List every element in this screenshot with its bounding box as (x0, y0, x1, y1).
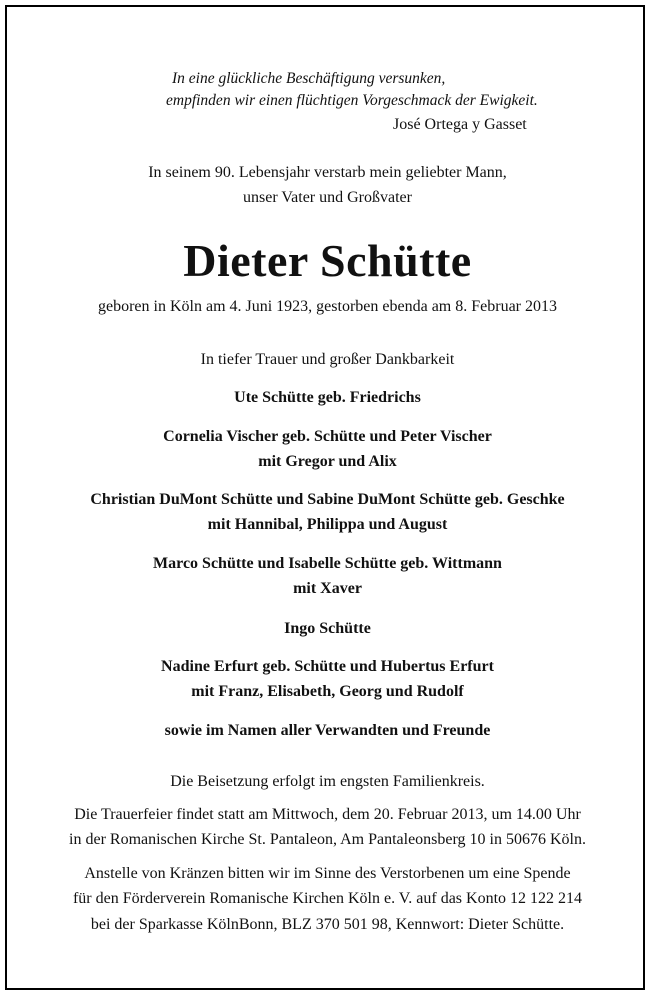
donation-line-3: bei der Sparkasse KölnBonn, BLZ 370 501 98, Kennwort: Dieter Schütte. (90, 916, 565, 933)
mourner-line: Christian DuMont Schütte und Sabine DuMont Schütte geb. Geschke (90, 491, 565, 508)
mourner-line: mit Hannibal, Philippa und August (207, 516, 448, 533)
quote-line-2: empfinden wir einen flüchtigen Vorgeschmack der Ewigkeit. (166, 92, 538, 109)
donation-line-2: für den Förderverein Romanische Kirchen Köln e. V. auf das Konto 12 122 214 (72, 890, 583, 907)
mourner-line: Ingo Schütte (284, 620, 371, 637)
donation-line-1: Anstelle von Kränzen bitten wir im Sinne des Verstorbenen um eine Spende (84, 865, 571, 882)
service-line-1: Die Trauerfeier findet statt am Mittwoch, dem 20. Februar 2013, um 14.00 Uhr (74, 806, 581, 823)
intro-line-2: unser Vater und Großvater (243, 189, 412, 206)
mourning-line: In tiefer Trauer und großer Dankbarkeit (200, 351, 455, 368)
mourner-line: mit Franz, Elisabeth, Georg und Rudolf (191, 683, 464, 700)
mourner-line: Cornelia Vischer geb. Schütte und Peter Vischer (163, 428, 492, 445)
mourner-line: mit Xaver (293, 580, 362, 597)
burial-note: Die Beisetzung erfolgt im engsten Familienkreis. (170, 773, 485, 790)
service-line-2: in der Romanischen Kirche St. Pantaleon, Am Pantaleonsberg 10 in 50676 Köln. (69, 831, 586, 848)
mourner-line: sowie im Namen aller Verwandten und Freunde (164, 722, 491, 739)
intro-line-1: In seinem 90. Lebensjahr verstarb mein geliebter Mann, (148, 164, 507, 181)
mourner-line: Ute Schütte geb. Friedrichs (234, 389, 421, 406)
mourner-line: Nadine Erfurt geb. Schütte und Hubertus Erfurt (161, 658, 494, 675)
quote-author: José Ortega y Gasset (393, 116, 527, 133)
mourner-line: Marco Schütte und Isabelle Schütte geb. Wittmann (153, 555, 502, 572)
deceased-name: Dieter Schütte (183, 235, 472, 286)
quote-line-1: In eine glückliche Beschäftigung versunken, (172, 70, 446, 87)
mourner-line: mit Gregor und Alix (258, 453, 397, 470)
life-dates: geboren in Köln am 4. Juni 1923, gestorben ebenda am 8. Februar 2013 (97, 298, 557, 315)
